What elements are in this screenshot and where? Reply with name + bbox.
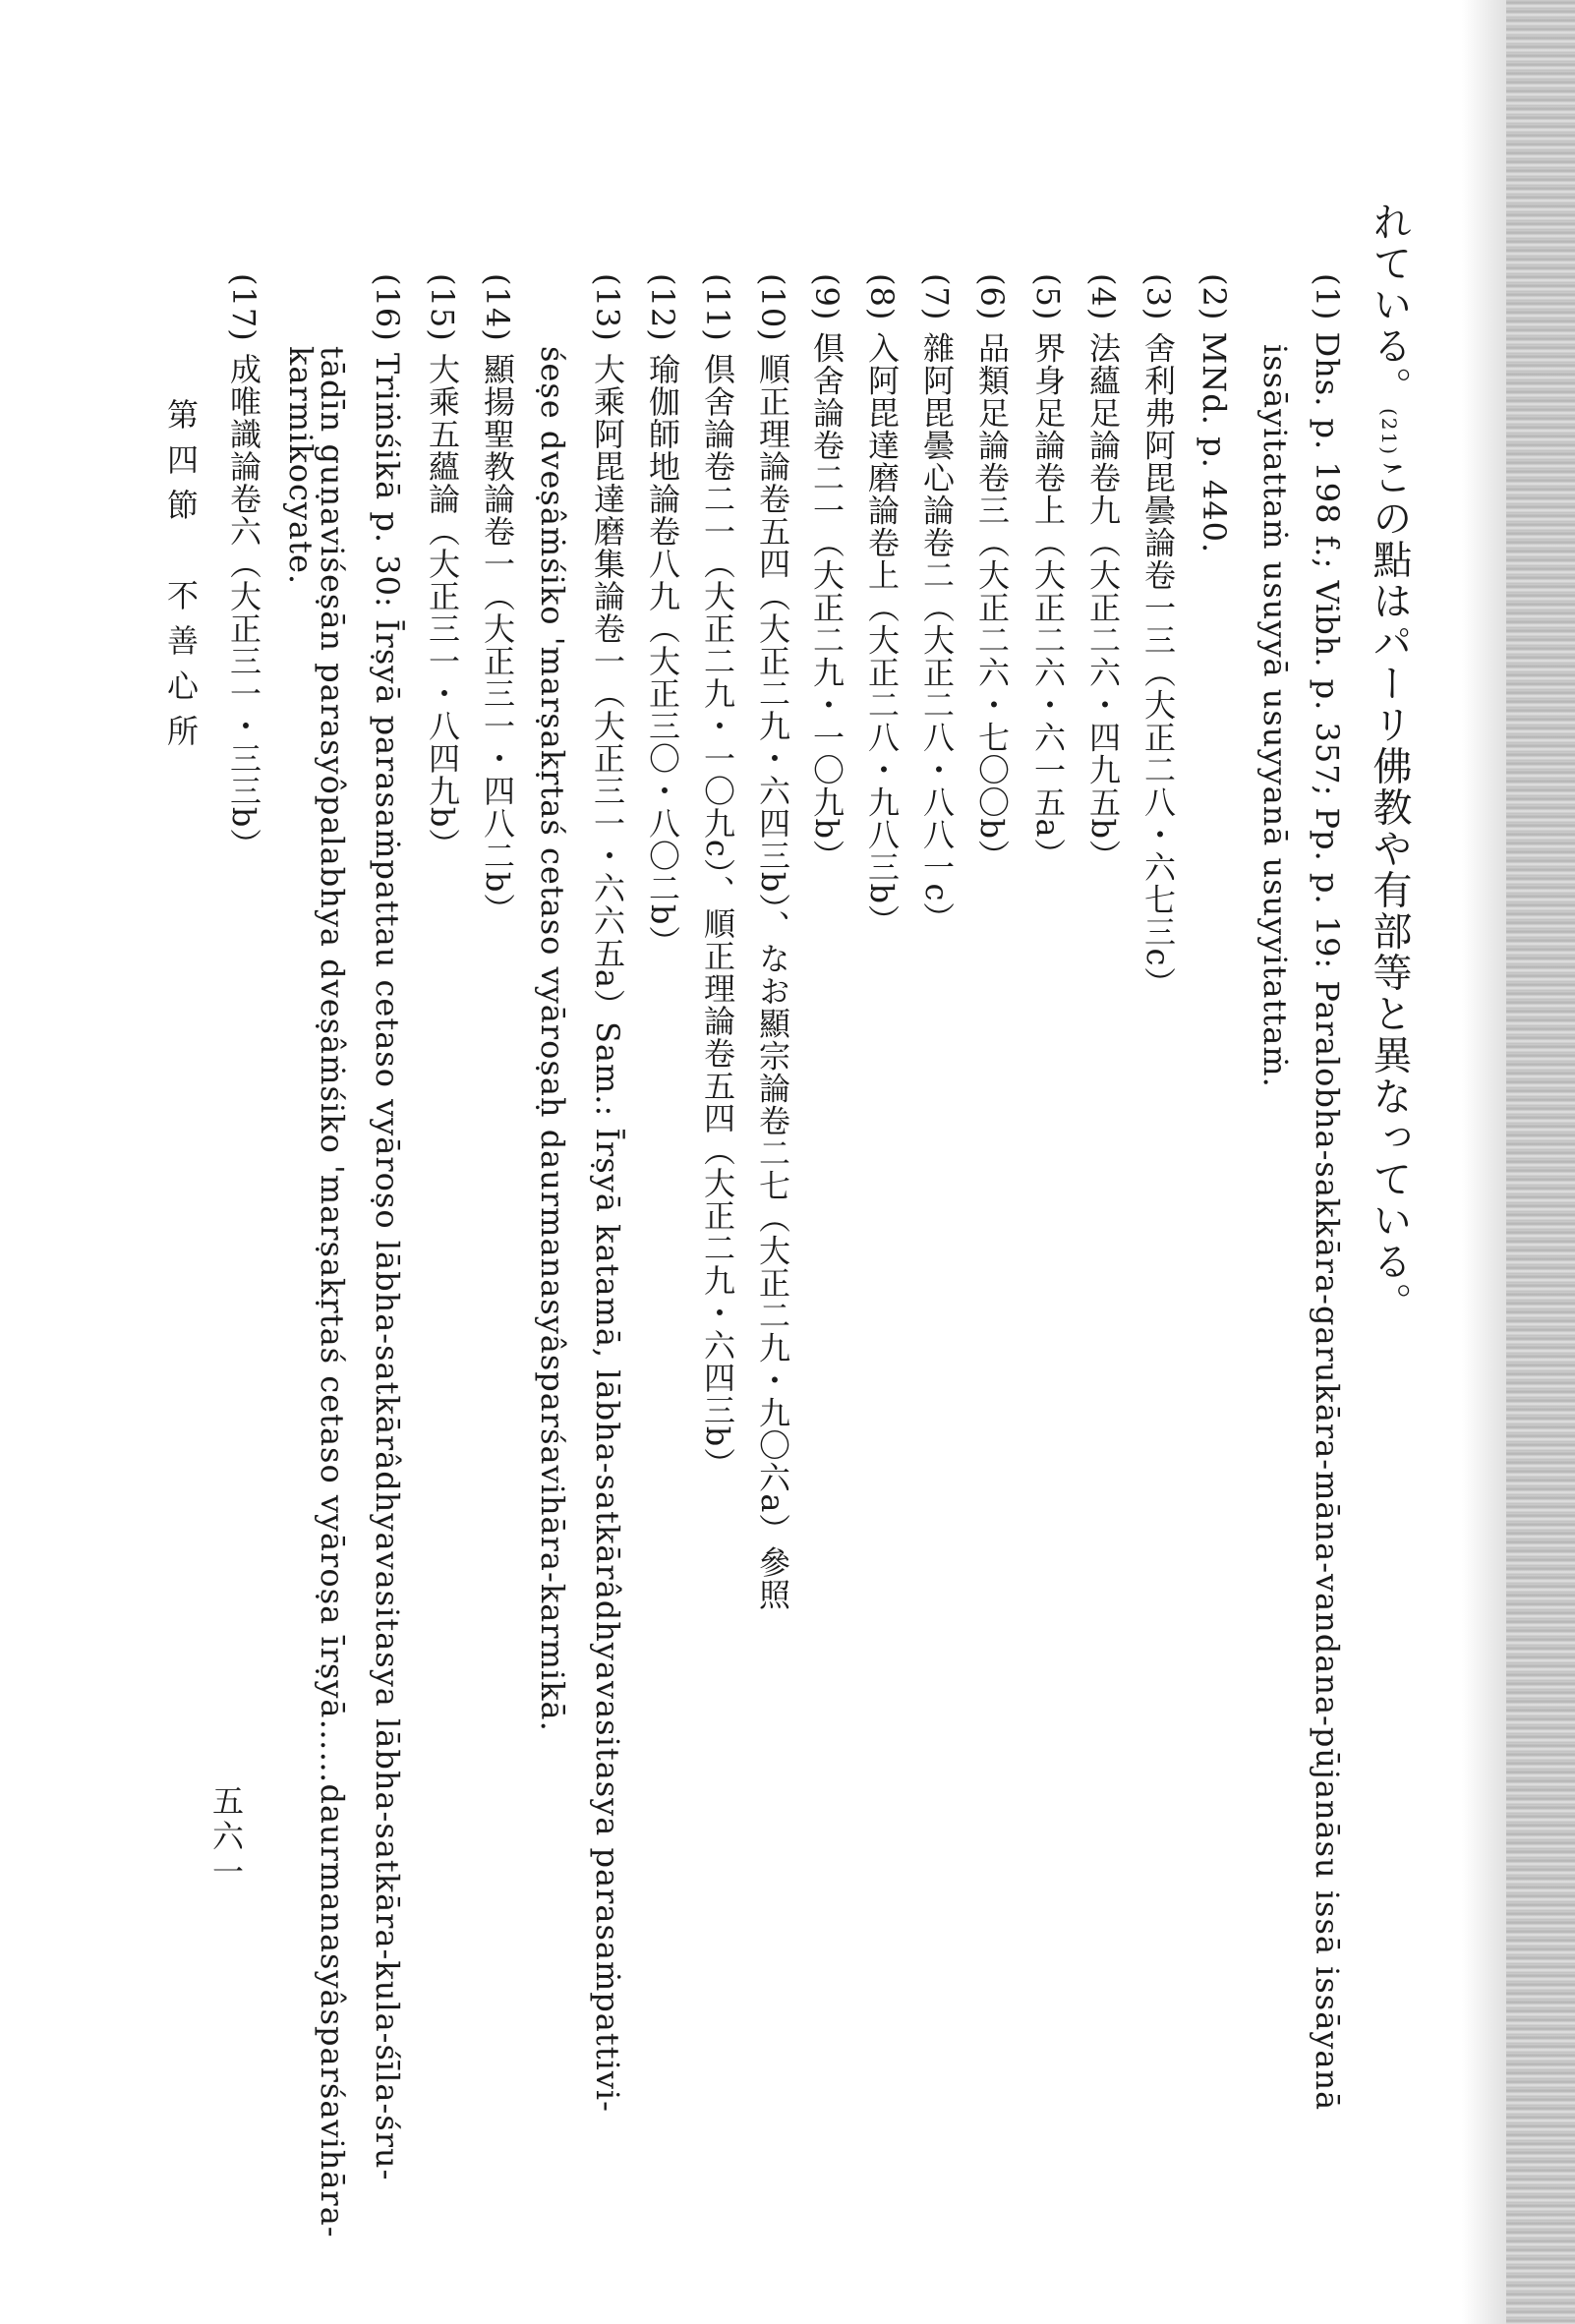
note-5 <box>1029 273 1067 871</box>
section-title: 第四節 不善心所 <box>162 398 200 760</box>
note-number: (4) <box>1084 273 1122 321</box>
note-number: (13) <box>589 273 626 342</box>
note-number: (5) <box>1029 273 1067 321</box>
note-text: 界身足論卷上（大正二六・六一五a） <box>1029 331 1067 871</box>
note-number: (2) <box>1196 273 1233 321</box>
page-number: 五六一 <box>207 1784 245 1890</box>
intro-text-after: この點はパーリ佛教や有部等と異なっている。 <box>1367 456 1412 1324</box>
footnote-ref-21: (21) <box>1377 408 1401 457</box>
note-text: karmikocyate. <box>282 346 320 586</box>
note-text: 順正理論卷五四（大正二九・六四三b）、なお顯宗論卷二七（大正二九・九〇六a）參照 <box>754 352 791 1611</box>
note-number: (8) <box>863 273 901 321</box>
note-10 <box>754 273 791 1611</box>
note-number: (9) <box>808 273 846 321</box>
note-text: 舍利弗阿毘曇論卷一三（大正二八・六七三c） <box>1139 331 1177 1000</box>
note-text: tādīn guṇaviśeṣān parasyôpalabhya dveṣâṁśiko 'marṣakṛtaś cetaso vyāroṣa īrṣyā……daurmanasyâsparśavihāra- <box>314 346 351 2238</box>
note-text: 倶舍論卷二一（大正二九・一〇九b） <box>808 331 846 872</box>
note-text: 大乘五蘊論（大正三一・八四九b） <box>424 352 461 861</box>
note-text: 倶舍論卷二一（大正二九・一〇九c）、順正理論卷五四（大正二九・六四三b） <box>699 352 736 1481</box>
note-16-continuation-2 <box>282 346 320 586</box>
note-number: (17) <box>225 273 262 342</box>
scan-shadow <box>1462 0 1506 2324</box>
intro-text: れている。 <box>1367 202 1412 408</box>
scan-edge-noise <box>1506 0 1575 2324</box>
note-number: (1) <box>1309 273 1346 321</box>
note-number: (16) <box>369 273 406 342</box>
note-text: Dhs. p. 198 f.; Vibh. p. 357; Pp. p. 19: Paralobha-sakkāra-garukāra-māna-vandana-pūjanāsu issā issāyanā <box>1309 331 1346 2112</box>
note-text: 成唯識論卷六（大正三一・三三b） <box>225 352 262 861</box>
note-17 <box>225 273 262 861</box>
note-8 <box>863 273 901 937</box>
note-16 <box>369 273 406 2181</box>
note-3 <box>1139 273 1177 1000</box>
note-1-continuation <box>1256 344 1294 1088</box>
note-text: 大乘阿毘達磨集論卷一（大正三一・六六五a）Sam.: Īrṣyā katamā, lābha-satkārâdhyavasitasya parasaṁpattivi- <box>589 352 626 2113</box>
note-11 <box>699 273 736 1481</box>
note-text: 雜阿毘曇心論卷二（大正二八・八八一c） <box>918 331 956 935</box>
note-text: śeṣe dveṣâṁśiko 'marṣakṛtaś cetaso vyāroṣaḥ daurmanasyâsparśavihāra-karmikā. <box>534 346 571 1732</box>
note-16-continuation <box>314 346 351 2238</box>
note-2 <box>1196 273 1233 554</box>
note-6 <box>973 273 1011 872</box>
note-1 <box>1309 273 1346 2112</box>
note-text: 品類足論卷三（大正二六・七〇〇b） <box>973 331 1011 872</box>
note-text: 瑜伽師地論卷八九（大正三〇・八〇二b） <box>644 352 681 959</box>
note-text: 法蘊足論卷九（大正二六・四九五b） <box>1084 331 1122 872</box>
note-number: (14) <box>479 273 516 342</box>
note-number: (12) <box>644 273 681 342</box>
note-15 <box>424 273 461 861</box>
note-7 <box>918 273 956 935</box>
note-14 <box>479 273 516 926</box>
note-text: 顯揚聖教論卷一（大正三一・四八二b） <box>479 352 516 926</box>
note-13 <box>589 273 626 2113</box>
note-number: (11) <box>699 273 736 342</box>
note-number: (3) <box>1139 273 1177 321</box>
note-text: MNd. p. 440. <box>1196 331 1233 554</box>
note-text: issāyitattaṁ usuyyā usuyyanā usuyyitattaṁ. <box>1256 344 1294 1088</box>
note-text: 入阿毘達磨論卷上（大正二八・九八三b） <box>863 331 901 937</box>
note-number: (7) <box>918 273 956 321</box>
note-number: (10) <box>754 273 791 342</box>
note-text: Triṁśikā p. 30: Īrṣyā parasaṁpattau cetaso vyāroṣo lābha-satkārâdhyavasitasya lābha-satkāra-kula-śīla-śru- <box>369 352 406 2181</box>
note-number: (6) <box>973 273 1011 321</box>
note-4 <box>1084 273 1122 872</box>
note-12 <box>644 273 681 959</box>
note-13-continuation <box>534 346 571 1732</box>
note-number: (15) <box>424 273 461 342</box>
intro-line <box>1367 202 1412 1324</box>
note-9 <box>808 273 846 872</box>
